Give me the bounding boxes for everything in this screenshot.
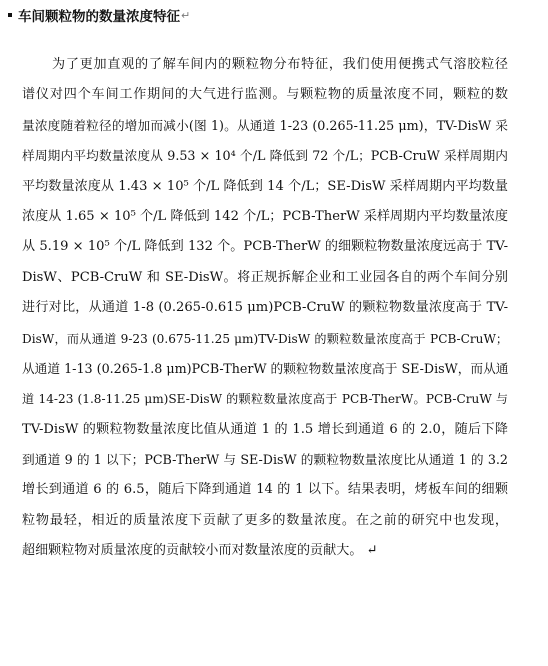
- section-heading-text: 车间颗粒物的数量浓度特征: [18, 9, 180, 25]
- paragraph-line: 为了更加直观的了解车间内的颗粒物分布特征，我们使用便携式气溶胶粒径: [52, 57, 508, 72]
- paragraph-line: 增长到通道 6 的 6.5，随后下降到通道 14 的 1 以下。结果表明，烤板车间的细颗: [22, 482, 508, 498]
- paragraph-line: 超细颗粒物对质量浓度的贡献较小而对数量浓度的贡献大。 ↵: [22, 543, 378, 559]
- paragraph-mark-icon: ↵: [181, 8, 191, 22]
- paragraph-line: 浓度从 1.65 × 10⁵ 个/L 降低到 142 个/L；PCB-TherW 采样周期内平均数量浓度: [22, 208, 508, 224]
- paragraph-line: 到通道 9 的 1 以下；PCB-TherW 与 SE-DisW 的颗粒物数量浓度比从通道 1 的 3.2: [22, 452, 508, 468]
- paragraph-line: 从 5.19 × 10⁵ 个/L 降低到 132 个。PCB-TherW 的细颗粒物数量浓度远高于 TV-: [22, 239, 508, 255]
- paragraph-line: DisW，而从通道 9-23 (0.675-11.25 μm)TV-DisW 的颗粒数量浓度高于 PCB-CruW；: [22, 331, 508, 346]
- paragraph-line: DisW、PCB-CruW 和 SE-DisW。将正规拆解企业和工业园各自的两个车间分别: [22, 269, 508, 285]
- paragraph-line: 平均数量浓度从 1.43 × 10⁵ 个/L 降低到 14 个/L；SE-DisW 采样周期内平均数量: [22, 178, 508, 194]
- section-heading: [8, 4, 190, 26]
- body-paragraph[interactable]: [22, 50, 508, 567]
- bullet-icon: [8, 13, 12, 17]
- paragraph-line: 谱仪对四个车间工作期间的大气进行监测。与颗粒物的质量浓度不同，颗粒的数: [22, 87, 508, 103]
- paragraph-line: TV-DisW 的颗粒物数量浓度比值从通道 1 的 1.5 增长到通道 6 的 2.0，随后下降: [22, 421, 508, 437]
- paragraph-line: 道 14-23 (1.8-11.25 μm)SE-DisW 的颗粒数量浓度高于 PCB-TherW。PCB-CruW 与: [22, 392, 508, 407]
- paragraph-line: 量浓度随着粒径的增加而减小(图 1)。从通道 1-23 (0.265-11.25 μm)，TV-DisW 采: [22, 117, 508, 133]
- paragraph-line: 样周期内平均数量浓度从 9.53 × 10⁴ 个/L 降低到 72 个/L；PCB-CruW 采样周期内: [22, 148, 508, 164]
- paragraph-line: 粒物最轻，相近的质量浓度下贡献了更多的数量浓度。在之前的研究中也发现，: [22, 512, 508, 528]
- paragraph-line: 从通道 1-13 (0.265-1.8 μm)PCB-TherW 的颗粒物数量浓度高于 SE-DisW，而从通: [22, 360, 509, 376]
- paragraph-line: 进行对比，从通道 1-8 (0.265-0.615 μm)PCB-CruW 的颗粒物数量浓度高于 TV-: [22, 300, 508, 316]
